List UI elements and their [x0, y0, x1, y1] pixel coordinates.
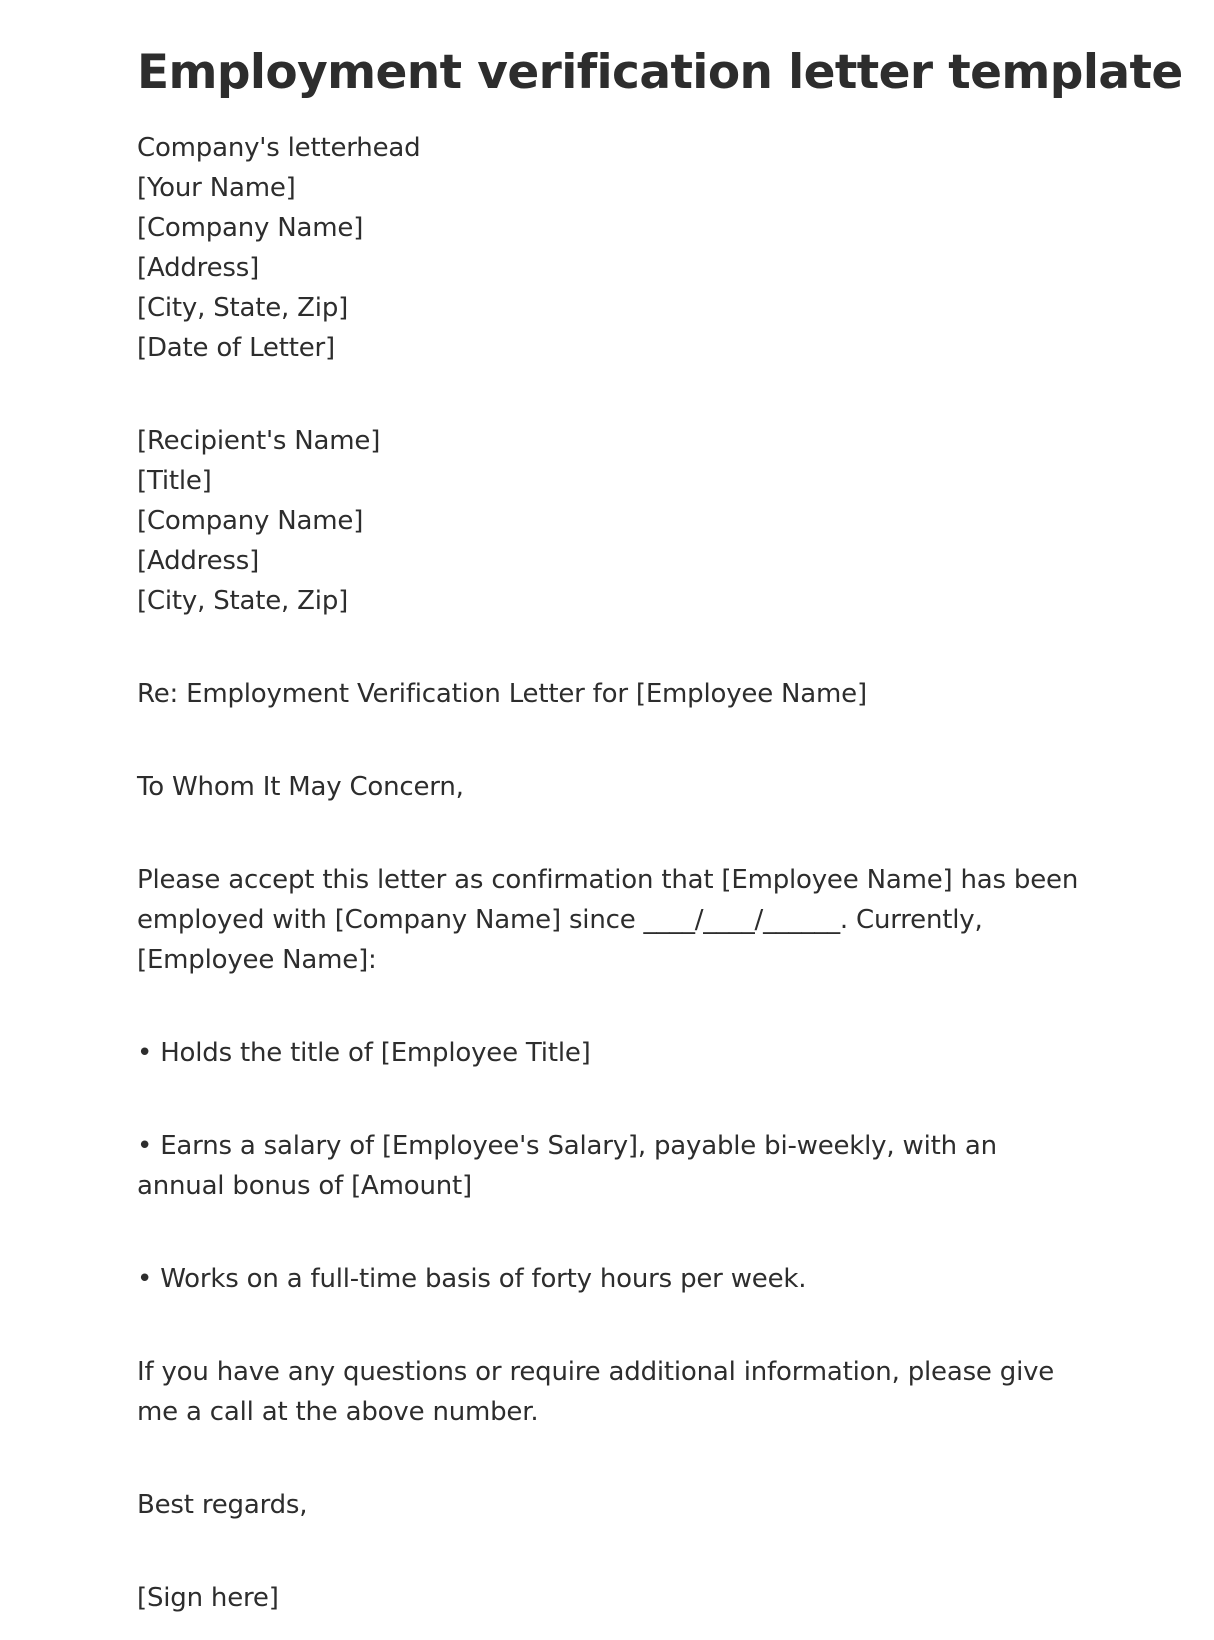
- bullet-item-salary: • Earns a salary of [Employee's Salary], payable bi-weekly, with an annual bonus of [Amount]: [137, 1131, 997, 1201]
- sender-line: [City, State, Zip]: [137, 293, 349, 323]
- page-title: Employment verification letter template: [137, 45, 1183, 100]
- recipient-line: [Address]: [137, 546, 260, 576]
- sender-line: [Your Name]: [137, 173, 296, 203]
- sender-line: Company's letterhead: [137, 133, 421, 163]
- recipient-line: [Recipient's Name]: [137, 426, 381, 456]
- intro-paragraph: Please accept this letter as confirmation that [Employee Name] has been employed with [Company Name] since ____/____/______. Currently, [Employee Name]:: [137, 865, 1079, 975]
- sender-line: [Company Name]: [137, 213, 364, 243]
- bullet-item-hours: • Works on a full-time basis of forty hours per week.: [137, 1264, 807, 1294]
- sign-off: Best regards,: [137, 1490, 308, 1520]
- recipient-line: [City, State, Zip]: [137, 586, 349, 616]
- recipient-line: [Company Name]: [137, 506, 364, 536]
- letter-template-page: [137, 38, 1183, 1618]
- bullet-item-title: • Holds the title of [Employee Title]: [137, 1038, 591, 1068]
- sender-line: [Date of Letter]: [137, 333, 335, 363]
- recipient-address-block: [137, 421, 1087, 621]
- salutation: To Whom It May Concern,: [137, 772, 464, 802]
- closing-paragraph: If you have any questions or require additional information, please give me a call at the above number.: [137, 1357, 1055, 1427]
- recipient-line: [Title]: [137, 466, 212, 496]
- sender-line: [Address]: [137, 253, 260, 283]
- subject-line: Re: Employment Verification Letter for [Employee Name]: [137, 679, 867, 709]
- signature-placeholder: [Sign here]: [137, 1583, 279, 1613]
- sender-address-block: [137, 128, 1087, 368]
